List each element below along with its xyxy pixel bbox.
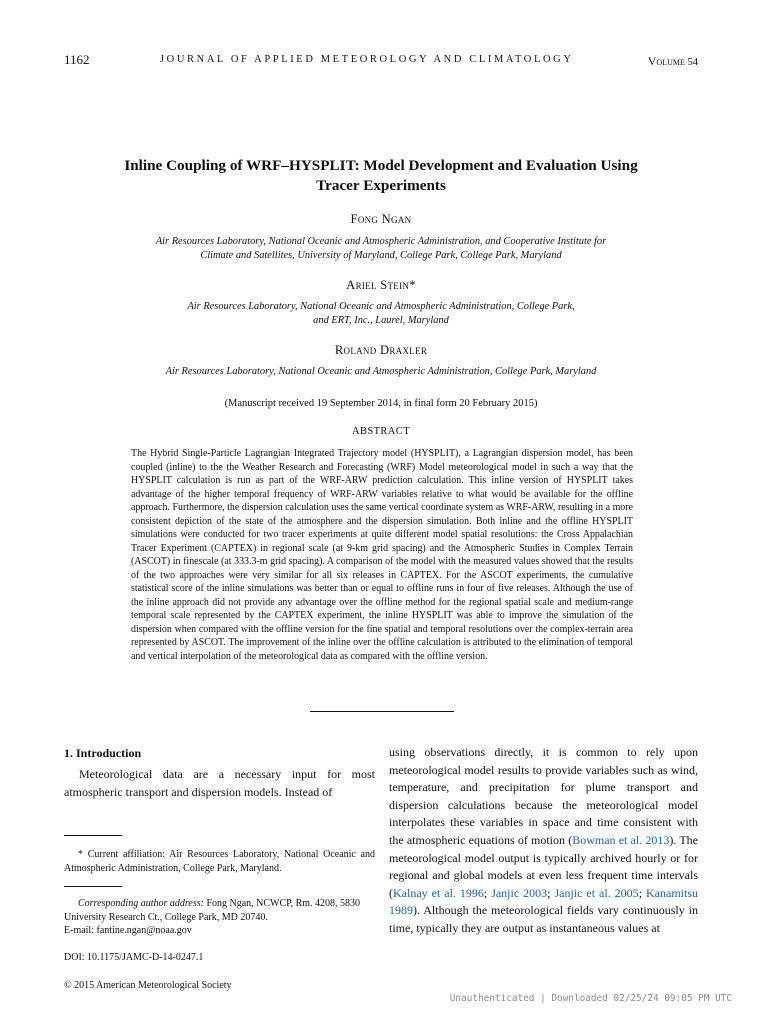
- abstract-heading: ABSTRACT: [351, 426, 411, 437]
- abstract-text: The Hybrid Single-Particle Lagrangian Integrated Trajectory model (HYSPLIT), a Lagrangian dispersion model, has been coupled (inline) to the the Weather Research and Forecasting (WRF) Model meteorological model in such a way that the HYSPLIT calculation is run as part of the WRF-ARW prediction calculation. This inline version of HYSPLIT takes advantage of the higher temporal frequency of WRF-ARW variables relative to what would be available for the offline approach. Furthermore, the dispersion calculation uses the same vertical coordinate system as WRF-ARW, resulting in a more consistent depiction of the state of the atmosphere and the dispersion simulation. Both inline and the offline HYSPLIT simulations were conducted for two tracer experiments at quite different model spatial resolutions: the Cross Appalachian Tracer Experiment (CAPTEX) in regional scale (at 9-km grid spacing) and the Atmospheric Studies in Complex Terrain (ASCOT) in finescale (at 333.3-m grid spacing). A comparison of the model with the measured values showed that the results of the two approaches were very similar for all six releases in CAPTEX. For the ASCOT experiments, the cumulative statistical score of the inline simulations was better than or equal to offline runs in four of five releases. Although the use of the inline approach did not provide any advantage over the offline method for the regional spatial scale and medium-range temporal scale represented by the CAPTEX experiment, the inline HYSPLIT was able to improve the simulation of the dispersion when compared with the offline version for the fine spatial and temporal resolutions over the complex-terrain area represented by ASCOT. The improvement of the inline over the offline calculation is attributed to the elimination of temporal and vertical interpolation of the meteorological data as compared with the offline version.: [131, 448, 633, 662]
- affiliation-line: Climate and Satellites, University of Maryland, College Park, College Park, Maryland: [200, 250, 562, 261]
- footnote-divider: [64, 886, 122, 887]
- author-name: Roland Draxler: [334, 343, 428, 357]
- author-name: Fong Ngan: [350, 212, 412, 226]
- author-affiliation: [120, 235, 642, 263]
- title-line-2: Tracer Experiments: [316, 177, 446, 194]
- separator: ;: [483, 885, 492, 900]
- intro-paragraph: Meteorological data are a necessary input for most atmospheric transport and dispersion models. Instead of: [64, 767, 375, 799]
- author-name: Ariel Stein*: [346, 278, 416, 292]
- title-line-1: Inline Coupling of WRF–HYSPLIT: Model Development and Evaluation Using: [124, 157, 638, 174]
- section-heading: 1. Introduction: [64, 746, 142, 760]
- volume-word: Volume: [647, 54, 685, 68]
- copyright: © 2015 American Meteorological Society: [64, 980, 232, 991]
- volume-number: 54: [687, 57, 698, 68]
- separator: ;: [547, 885, 555, 900]
- affiliation-line: Air Resources Laboratory, National Oceanic and Atmospheric Administration, College Park,: [187, 301, 575, 312]
- citation-link[interactable]: Bowman et al. 2013: [572, 832, 670, 847]
- corresponding-author: [64, 897, 375, 938]
- affiliation-line: Air Resources Laboratory, National Oceanic and Atmospheric Administration, College Park, Maryland: [165, 366, 597, 377]
- manuscript-dates: (Manuscript received 19 September 2014, in final form 20 February 2015): [224, 398, 538, 409]
- page-number: 1162: [64, 52, 90, 67]
- body-text: ). Although the meteorological fields vary continuously in time, typically they are output as instantaneous values at: [389, 903, 698, 935]
- footnote-divider: [64, 835, 122, 836]
- body-text: using observations directly, it is common to rely upon meteorological model results to provide variables such as wind, temperature, and precipitation for plume transport and dispersion calculations because the meteorological model interpolates these variables in space and time consistent with the atmospheric equations of motion (: [389, 745, 698, 847]
- author-affiliation: [120, 365, 642, 379]
- affiliation-footnote: * Current affiliation: Air Resources Laboratory, National Oceanic and Atmospheric Administration, College Park, Maryland.: [64, 849, 375, 874]
- citation-link[interactable]: Kalnay et al. 1996: [393, 885, 484, 900]
- doi: DOI: 10.1175/JAMC-D-14-0247.1: [64, 952, 204, 963]
- article-title: [64, 156, 698, 196]
- affiliation-line: and ERT, Inc., Laurel, Maryland: [313, 315, 449, 326]
- journal-name: JOURNAL OF APPLIED METEOROLOGY AND CLIMATOLOGY: [160, 54, 574, 65]
- download-notice: Unauthenticated | Downloaded 02/25/24 09:05 PM UTC: [449, 993, 732, 1004]
- citation-link[interactable]: Kanamitsu 1989: [389, 885, 698, 918]
- email-line: E-mail: fantine.ngan@noaa.gov: [64, 925, 192, 936]
- body-text: ). The meteorological model output is typically archived hourly or for regional and global models at even less frequent time intervals (: [389, 832, 698, 900]
- section-divider: [310, 711, 454, 712]
- citation-link[interactable]: Janjic 2003: [491, 885, 548, 900]
- volume-label: [648, 54, 698, 69]
- corresponding-address: Fong Ngan, NCWCP, Rm. 4208, 5830 University Research Ct., College Park, MD 20740.: [64, 898, 361, 923]
- author-affiliation: [120, 300, 642, 328]
- affiliation-line: Air Resources Laboratory, National Oceanic and Atmospheric Administration, and Cooperative Institute for: [155, 236, 607, 247]
- right-column-text: [389, 744, 698, 938]
- separator: ;: [638, 885, 646, 900]
- citation-link[interactable]: Janjic et al. 2005: [554, 885, 639, 900]
- corresponding-label: Corresponding author address:: [78, 898, 204, 909]
